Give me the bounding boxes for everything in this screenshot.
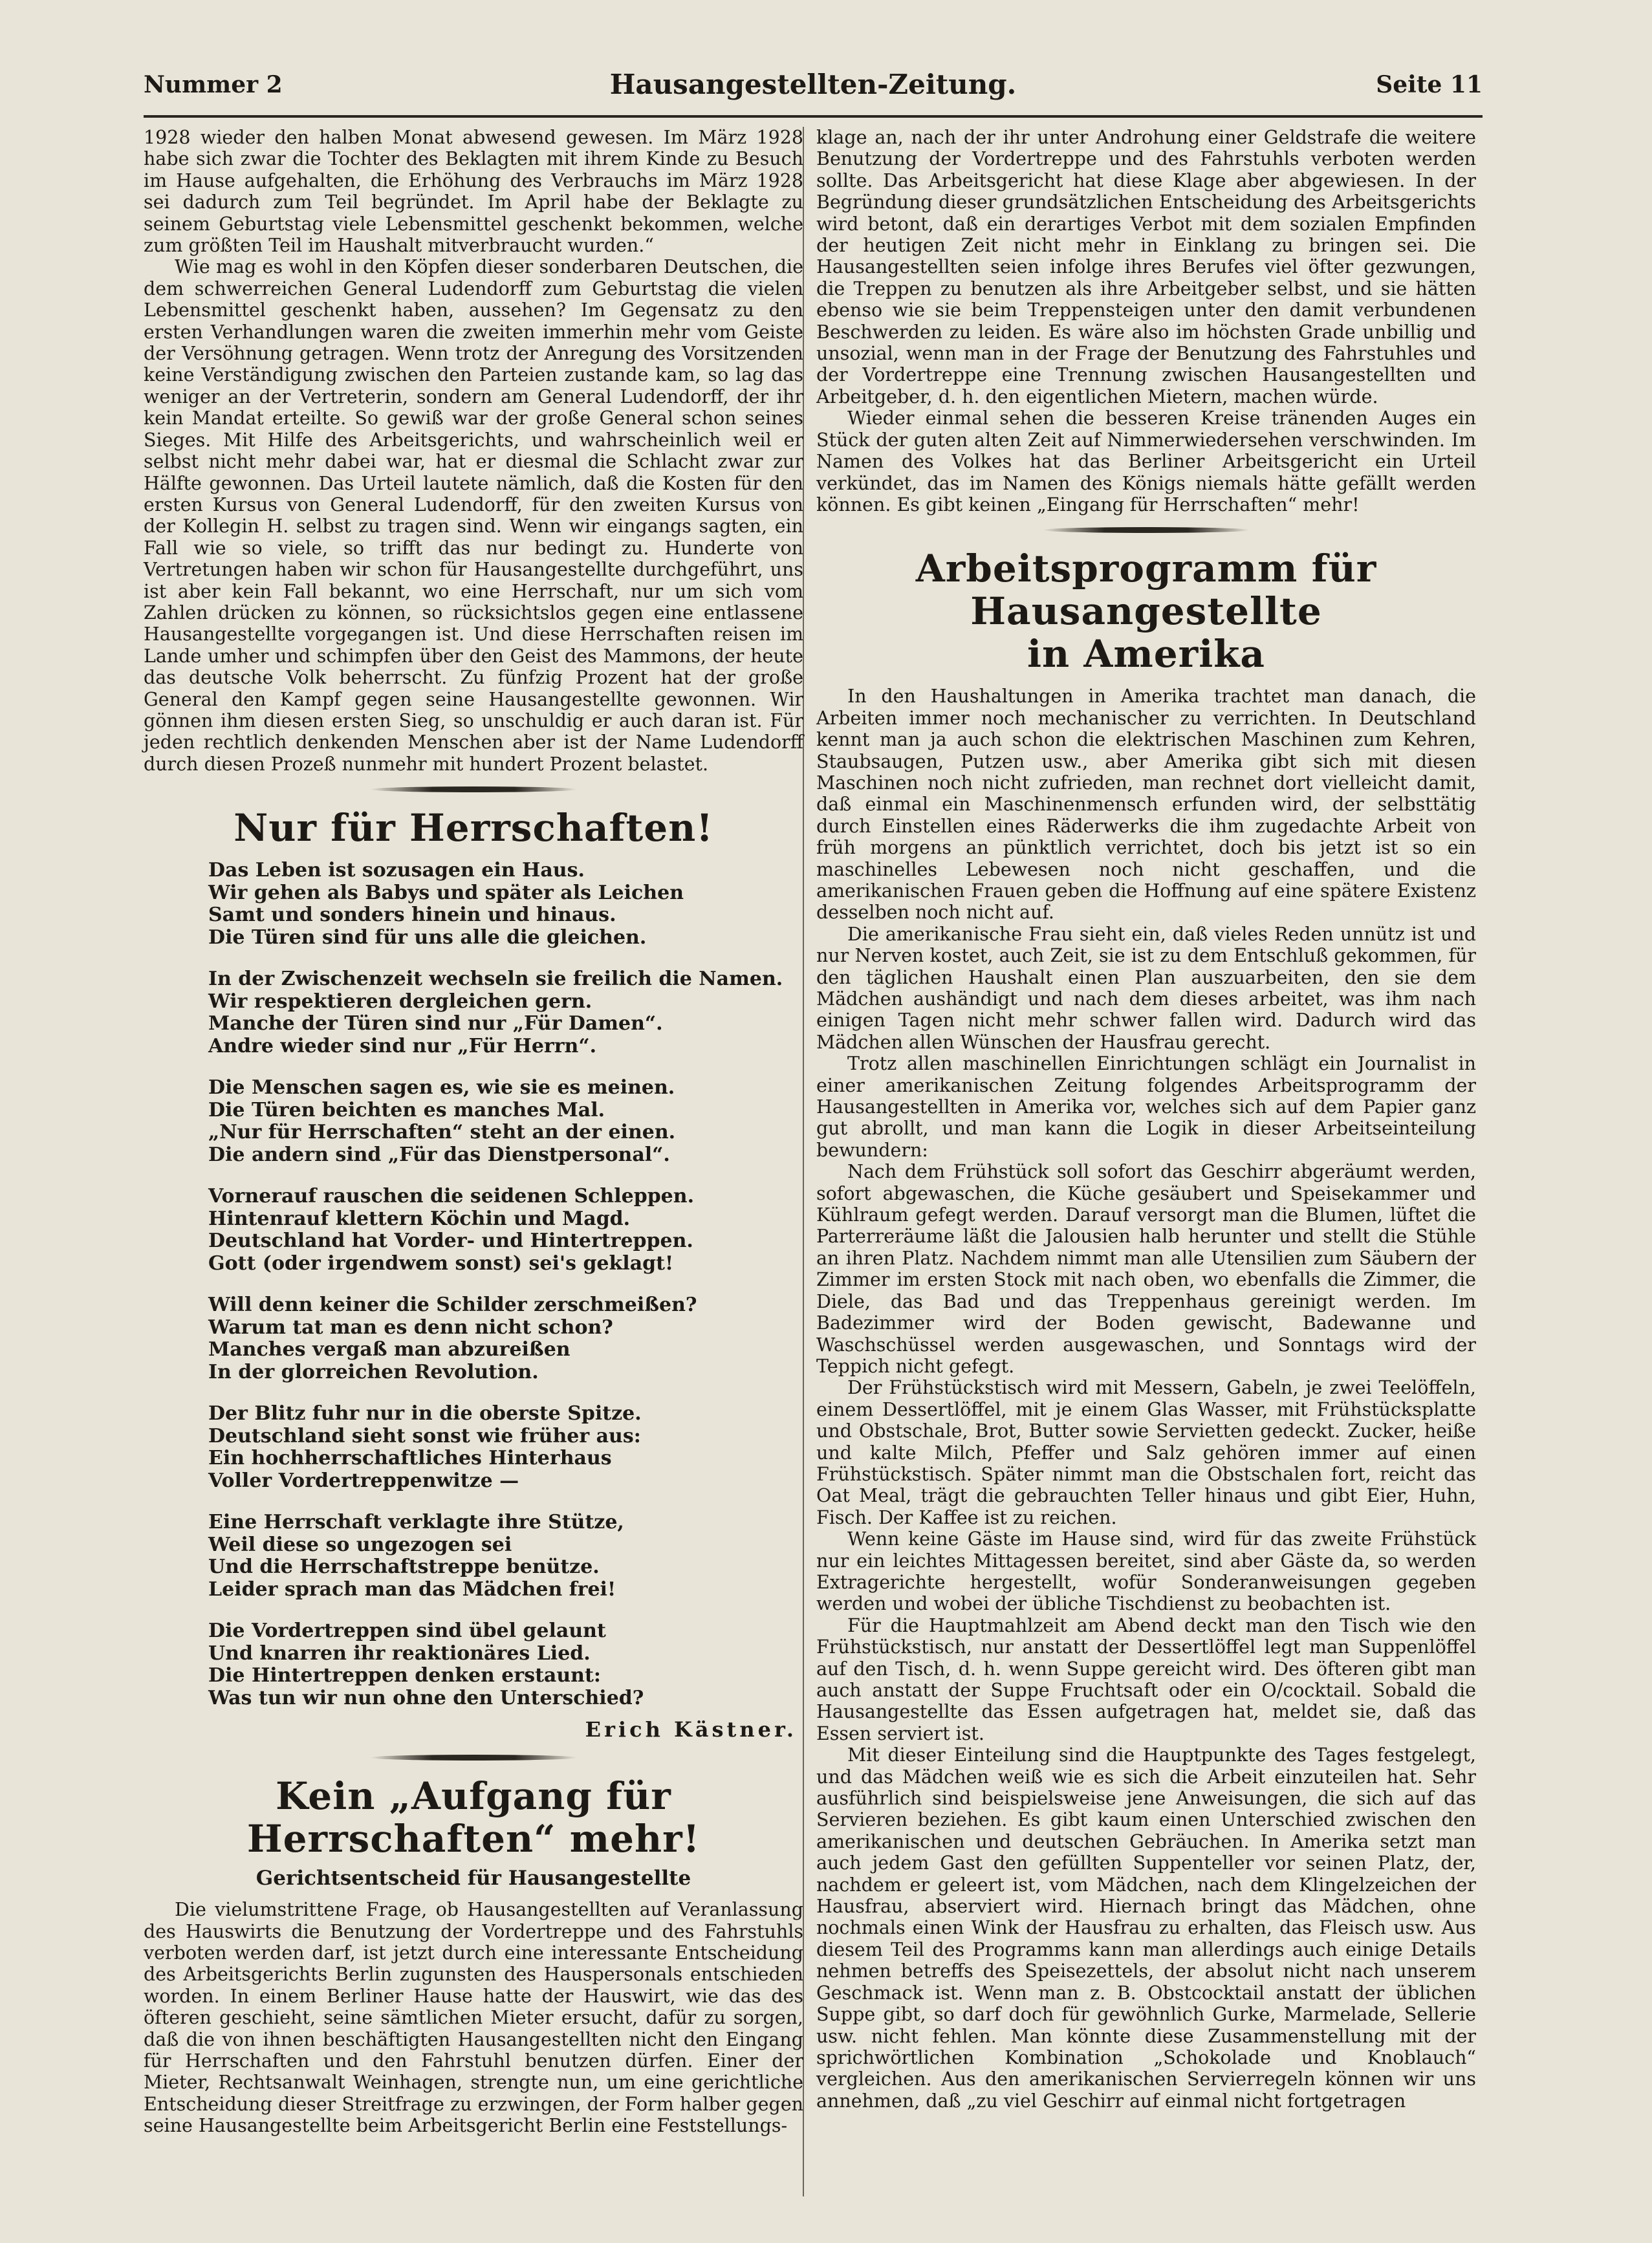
poem-line: Und knarren ihr reaktionäres Lied. (208, 1642, 591, 1665)
poem-line: Vornerauf rauschen die seidenen Schleppen. (208, 1185, 695, 1208)
poem-stanza (208, 1512, 803, 1601)
article-paragraph: Wenn keine Gäste im Hause sind, wird für das zweite Frühstück nur ein leichtes Mittagessen bereitet, sind aber Gäste da, so werden Extragerichte hergestellt, wofür Sonderanweisungen gegeben werden und wobei der übliche Tischdienst zu beobachten ist. (816, 1528, 1476, 1615)
poem-stanza (208, 1620, 803, 1709)
poem-line: Und die Herrschaftstreppe benütze. (208, 1555, 600, 1579)
article-continuation-paragraph: 1928 wieder den halben Monat abwesend gewesen. Im März 1928 habe sich zwar die Tochter des Beklagten mit ihrem Kinde zu Besuch im Hause aufgehalten, die Erhöhung des Verbrauchs im März 1928 sei dadurch zum Teil begründet. Im April habe der Beklagte zu seinem Geburtstag viele Lebensmittel geschenkt bekommen, welche zum größten Teil im Haushalt mitverbraucht wurden.“ (144, 127, 803, 257)
poem-stanza (208, 1403, 803, 1492)
poem-line: Die Türen sind für uns alle die gleichen. (208, 926, 647, 949)
poem-stanza (208, 1294, 803, 1383)
poem-stanza (208, 1077, 803, 1166)
header-rule (144, 115, 1483, 118)
article-paragraph: Die amerikanische Frau sieht ein, daß vieles Reden unnütz ist und nur Nerven kostet, auch Zeit, sie ist zu dem Entschluß gekommen, für den täglichen Haushalt einen Plan auszuarbeiten, den sie dem Mädchen aushändigt und nach dem dieses arbeitet, was ihm nach einigen Tagen nicht mehr schwer fallen wird. Dadurch wird das Mädchen allen Wünschen der Hausfrau gerecht. (816, 923, 1476, 1053)
poem-line: Ein hochherrschaftliches Hinterhaus (208, 1447, 612, 1470)
page-header (144, 71, 1483, 110)
poem-line: Andre wieder sind nur „Für Herrn“. (208, 1034, 597, 1057)
poem-line: Weil diese so ungezogen sei (208, 1533, 512, 1556)
article-title (816, 547, 1476, 675)
poem-line: Voller Vordertreppenwitze — (208, 1469, 519, 1492)
poem-line: „Nur für Herrschaften“ steht an der einen. (208, 1121, 676, 1144)
poem-line: In der Zwischenzeit wechseln sie freilich die Namen. (208, 968, 783, 991)
poem-line: Was tun wir nun ohne den Unterschied? (208, 1686, 644, 1709)
issue-number: Nummer 2 (144, 71, 283, 98)
article-title: Kein „Aufgang für Herrschaften“ mehr! (246, 1774, 701, 1861)
article-paragraph: In den Haushaltungen in Amerika trachtet man danach, die Arbeiten immer noch mechanischer zu verrichten. In Deutschland kennt man ja auch schon die elektrischen Maschinen zum Kehren, Staubsaugen, Putzen usw., aber Amerika gibt sich mit diesen Maschinen noch nicht zufrieden, man rechnet dort vielleicht damit, daß einmal ein Maschinenmensch erfunden wird, der selbsttätig durch Einstellen eines Räderwerks die ihm zugedachte Arbeit von früh morgens an pünktlich verrichtet, doch bis jetzt ist so ein maschinelles Lebewesen noch nicht geschaffen, und die amerikanischen Frauen geben die Hoffnung auf eine spätere Existenz desselben noch nicht auf. (816, 686, 1476, 924)
poem (208, 860, 803, 1709)
section-ornament (1043, 527, 1250, 533)
poem-line: Samt und sonders hinein und hinaus. (208, 904, 616, 927)
poem-line: Eine Herrschaft verklagte ihre Stütze, (208, 1511, 624, 1534)
poem-line: Deutschland hat Vorder- und Hintertreppen. (208, 1230, 693, 1253)
article-paragraph: Mit dieser Einteilung sind die Hauptpunkte des Tages festgelegt, und das Mädchen weiß wie es sich die Arbeit einzuteilen hat. Sehr ausführlich sind beispielsweise jene Anweisungen, die sich auf das Servieren beziehen. Es gibt kaum einen Unterschied zwischen den amerikanischen und deutschen Gebräuchen. In Amerika setzt man auch jedem Gast den gefüllten Suppenteller vor seinen Platz, der, nachdem er geleert ist, vom Mädchen, nach dem Klingelzeichen der Hausfrau, abserviert wird. Hiernach bringt das Mädchen, ohne nochmals einen Wink der Hausfrau zu erhalten, das Fleisch usw. Aus diesem Teil des Programms kann man allerdings auch einige Details nehmen betreffs des Speisezettels, der absolut nicht nach unserem Geschmack ist. Wenn man z. B. Obstcocktail anstatt der üblichen Suppe gibt, so darf doch für gewöhnlich Gurke, Marmelade, Sellerie usw. nicht fehlen. Man könnte diese Zusammenstellung mit der sprichwörtlichen Kombination „Schokolade und Knoblauch“ vergleichen. Aus den amerikanischen Servierregeln können wir uns annehmen, daß „zu viel Geschirr auf einmal nicht fortgetragen (816, 1744, 1476, 2112)
poem-line: Warum tat man es denn nicht schon? (208, 1316, 613, 1339)
poem-line: Deutschland sieht sonst wie früher aus: (208, 1424, 641, 1447)
poem-line: Gott (oder irgendwem sonst) sei's geklagt! (208, 1252, 674, 1275)
poem-line: Die Vordertreppen sind übel gelaunt (208, 1620, 606, 1643)
article-paragraph: Nach dem Frühstück soll sofort das Geschirr abgeräumt werden, sofort abgewaschen, die Küche gesäubert und Speisekammer und Kühlraum gefegt werden. Darauf versorgt man die Blumen, lüftet die Parterreräume läßt die Jalousien halb herunter und stellt die Stühle an ihren Platz. Nachdem nimmt man alle Utensilien zum Säubern der Zimmer im ersten Stock mit nach oben, wo ebenfalls die Zimmer, die Diele, das Bad und das Treppenhaus gereinigt werden. Im Badezimmer wird der Boden gewischt, Badewanne und Waschschüssel werden ausgewaschen, und Sonntags wird der Teppich nicht gefegt. (816, 1161, 1476, 1377)
right-column (816, 127, 1476, 2112)
poem-line: In der glorreichen Revolution. (208, 1360, 539, 1383)
poem-line: Hintenrauf klettern Köchin und Magd. (208, 1207, 631, 1230)
poem-line: Der Blitz fuhr nur in die oberste Spitze. (208, 1402, 642, 1425)
poem-stanza (208, 1186, 803, 1275)
poem-stanza (208, 968, 803, 1057)
poem-line: Die Türen beichten es manches Mal. (208, 1098, 605, 1122)
article-continuation-paragraph: Wie mag es wohl in den Köpfen dieser sonderbaren Deutschen, die dem schwerreichen General Ludendorff zum Geburtstag die vielen Lebensmittel geschenkt haben, aussehen? Im Gegensatz zu den ersten Verhandlungen waren die zweiten immerhin mehr vom Geiste der Versöhnung getragen. Wenn trotz der Anregung des Vorsitzenden keine Verständigung zwischen den Parteien zustande kam, so lag das weniger an der Vertreterin, sondern am General Ludendorff, der ihr kein Mandat erteilte. So gewiß war der große General schon seines Sieges. Mit Hilfe des Arbeitsgerichts, und wahrscheinlich weil er selbst nicht mehr dabei war, hat er diesmal die Schlacht zwar zur Hälfte gewonnen. Das Urteil lautete nämlich, daß die Kosten für den ersten Kursus von General Ludendorff, für den zweiten Kursus von der Kollegin H. selbst zu tragen sind. Wenn wir eingangs sagten, ein Fall wie so viele, so trifft das nur bedingt zu. Hunderte von Vertretungen haben wir schon für Hausangestellte durchgeführt, uns ist aber kein Fall bekannt, wo eine Herrschaft, nur um sich vom Zahlen drücken zu können, so rücksichtslos gegen eine entlassene Hausangestellte vorgegangen ist. Und diese Herrschaften reisen im Lande umher und schimpfen über den Geist des Mammons, der heute das deutsche Volk beherrscht. Zu fünfzig Prozent hat der große General den Kampf gegen seine Hausangestellte gewonnen. Wir gönnen ihm diesen ersten Sieg, so unschuldig er auch daran ist. Für jeden rechtlich denkenden Menschen aber ist der Name Ludendorff durch diesen Prozeß nunmehr mit hundert Prozent belastet. (144, 256, 803, 775)
poem-line: Wir respektieren dergleichen gern. (208, 990, 592, 1013)
poem-line: Die andern sind „Für das Dienstpersonal“. (208, 1143, 670, 1166)
article-paragraph: Die vielumstrittene Frage, ob Hausangestellten auf Veranlassung des Hauswirts die Benutzung der Vordertreppe und des Fahrstuhls verboten werden darf, ist jetzt durch eine interessante Entscheidung des Arbeitsgerichts Berlin zugunsten des Hauspersonals entschieden worden. In einem Berliner Hause hatte der Hauswirt, wie das des öfteren geschieht, seine sämtlichen Mieter ersucht, dafür zu sorgen, daß die von ihnen beschäftigten Hausangestellten nicht den Eingang für Herrschaften und den Fahrstuhl benutzen dürfen. Einer der Mieter, Rechtsanwalt Weinhagen, strengte nun, um eine gerichtliche Entscheidung dieser Streitfrage zu erzwingen, der Form halber gegen seine Hausangestellte beim Arbeitsgericht Berlin eine Feststellungs- (144, 1899, 803, 2137)
article-paragraph: Der Frühstückstisch wird mit Messern, Gabeln, je zwei Teelöffeln, einem Dessertlöffel, mit je einem Glas Wasser, mit Frühstücksplatte und Obstschale, Brot, Butter sowie Servietten gedeckt. Zucker, heiße und kalte Milch, Pfeffer und Salz gehören immer auf einen Frühstückstisch. Später nimmt man die Obstschalen fort, reicht das Oat Meal, trägt die gebrauchten Teller hinaus und gibt Eier, Huhn, Fisch. Der Kaffee ist zu reichen. (816, 1377, 1476, 1528)
page-number: Seite 11 (1376, 71, 1483, 98)
poem-author: Erich Kästner. (585, 1717, 797, 1742)
poem-stanza (208, 860, 803, 949)
section-ornament (370, 1755, 577, 1761)
article-continuation-paragraph: Wieder einmal sehen die besseren Kreise tränenden Auges ein Stück der guten alten Zeit auf Nimmerwiedersehen verschwinden. Im Namen des Volkes hat das Berliner Arbeitsgericht ein Urteil verkündet, das im Namen des Königs niemals hätte gefällt werden können. Es gibt keinen „Eingang für Herrschaften“ mehr! (816, 407, 1476, 515)
poem-line: Will denn keiner die Schilder zerschmeißen? (208, 1294, 697, 1317)
article-continuation-paragraph: klage an, nach der ihr unter Androhung einer Geldstrafe die weitere Benutzung der Vordertreppe und des Fahrstuhls verboten werden sollte. Das Arbeitsgericht hat diese Klage aber abgewiesen. In der Begründung dieser grundsätzlichen Entscheidung des Arbeitsgerichts wird betont, daß ein derartiges Verbot mit dem sozialen Empfinden der heutigen Zeit nicht mehr in Einklang zu bringen sei. Die Hausangestellten seien infolge ihres Berufes viel öfter gezwungen, die Treppen zu benutzen als ihre Arbeitgeber selbst, und sie hätten ebenso wie sie beim Treppensteigen unter den damit verbundenen Beschwerden zu leiden. Es wäre also im höchsten Grade unbillig und unsozial, wenn man in der Frage der Benutzung des Fahrstuhles und der Vordertreppe eine Trennung zwischen Hausangestellten und Arbeitgeber, d. h. den eigentlichen Mietern, machen würde. (816, 127, 1476, 407)
article-title-line: in Amerika (1027, 632, 1266, 677)
article-paragraph: Trotz allen maschinellen Einrichtungen schlägt ein Journalist in einer amerikanischen Zeitung folgendes Arbeitsprogramm der Hausangestellten in Amerika vor, welches sich auf dem Papier ganz gut abrollt, und man kann die Logik in dieser Arbeitseinteilung bewundern: (816, 1053, 1476, 1161)
section-ornament (370, 786, 577, 792)
poem-line: Das Leben ist sozusagen ein Haus. (208, 859, 585, 882)
article-title-line: Arbeitsprogramm für Hausangestellte (915, 547, 1377, 634)
poem-line: Die Hintertreppen denken erstaunt: (208, 1664, 601, 1687)
poem-line: Leider sprach man das Mädchen frei! (208, 1577, 616, 1601)
poem-line: Manche der Türen sind nur „Für Damen“. (208, 1012, 663, 1035)
article-subtitle: Gerichtsentscheid für Hausangestellte (255, 1867, 691, 1891)
poem-title: Nur für Herrschaften! (234, 806, 713, 851)
left-column (144, 127, 803, 2137)
newspaper-title: Hausangestellten-Zeitung. (609, 69, 1017, 100)
article-paragraph: Für die Hauptmahlzeit am Abend deckt man den Tisch wie den Frühstückstisch, nur anstatt der Dessertlöffel legt man Suppenlöffel auf den Tisch, d. h. wenn Suppe gereicht wird. Des öfteren gibt man auch anstatt der Suppe Fruchtsaft oder ein O/cocktail. Sobald die Hausangestellte das Essen aufgetragen hat, meldet sie, daß das Essen serviert ist. (816, 1614, 1476, 1744)
poem-line: Die Menschen sagen es, wie sie es meinen. (208, 1076, 675, 1100)
poem-line: Wir gehen als Babys und später als Leichen (208, 881, 684, 904)
poem-line: Manches vergaß man abzureißen (208, 1338, 571, 1361)
